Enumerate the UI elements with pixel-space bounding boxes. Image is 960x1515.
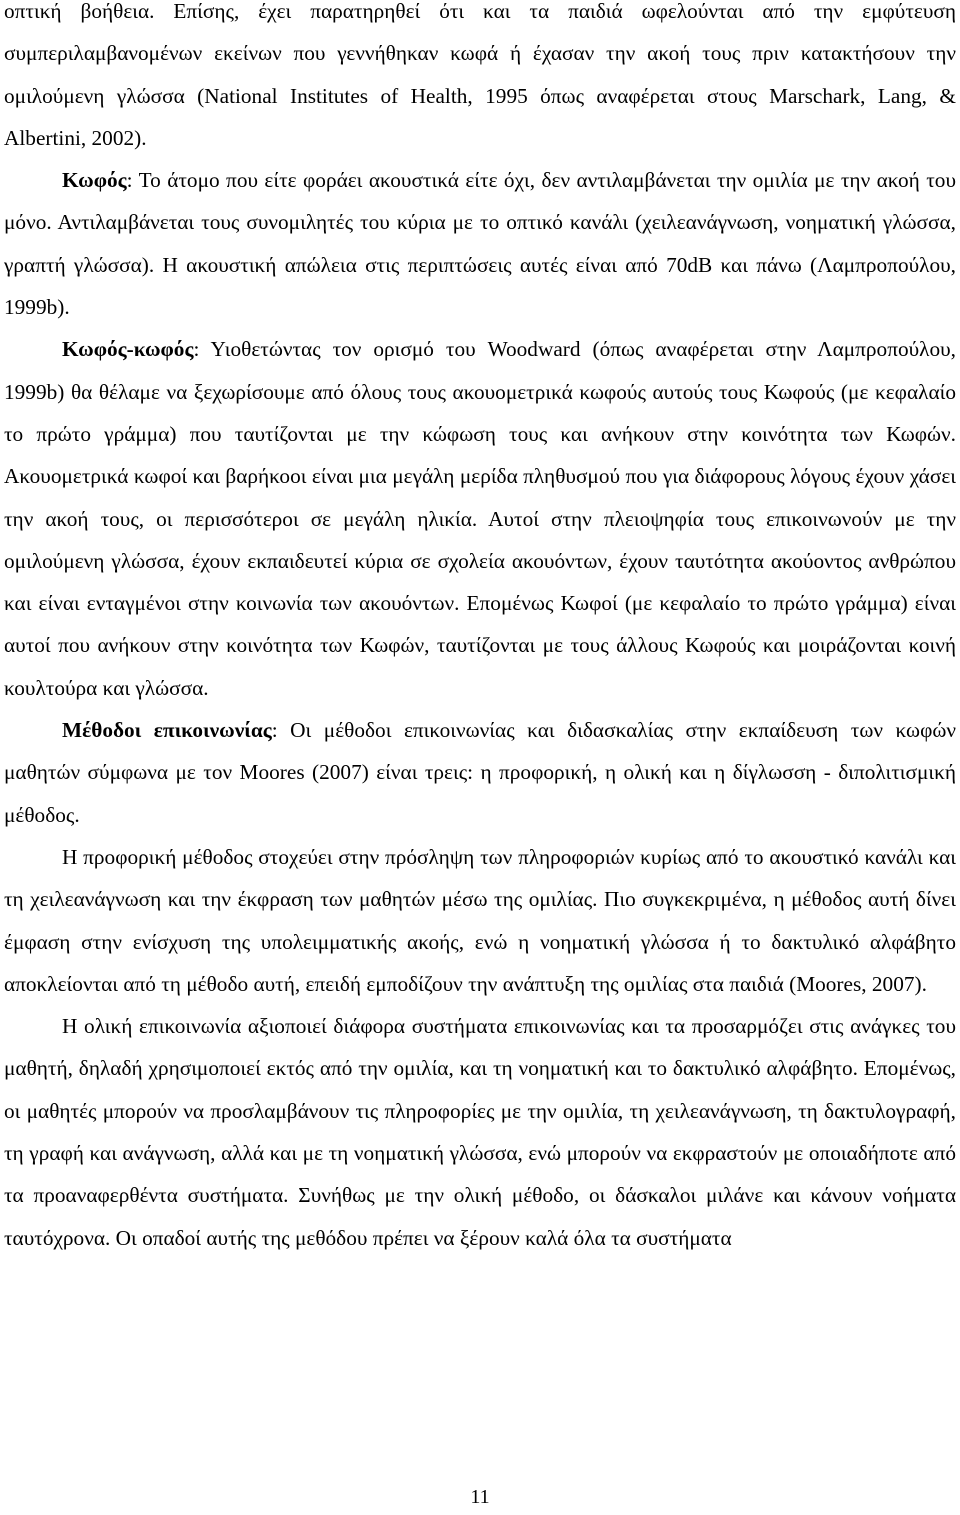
definition-communication-methods-text: : Οι μέθοδοι επικοινωνίας και διδασκαλίας στην εκπαίδευση των κωφών μαθητών σύμφωνα με τον Moores (2007) είναι τρεις: η προφορική, η ολική και η δίγλωσση - διπολιτισμική μέθοδος.: [4, 718, 957, 827]
definition-communication-methods: [4, 709, 956, 836]
term-deaf: Κωφός: [62, 168, 127, 193]
definition-deaf-text: : Το άτομο που είτε φοράει ακουστικά είτε όχι, δεν αντιλαμβάνεται την ομιλία με την ακοή του μόνο. Αντιλαμβάνεται τους συνομιλητές του κύρια με το οπτικό κανάλι (χειλεανάγνωση, νοηματική γλώσσα, γραπτή γλώσσα). Η ακουστική απώλεια στις περιπτώσεις αυτές είναι από 70dB και πάνω (Λαμπροπούλου, 1999b).: [4, 168, 956, 320]
definition-deaf: [4, 159, 956, 328]
term-communication-methods: Μέθοδοι επικοινωνίας: [62, 718, 272, 743]
term-deaf-culturally: Κωφός-κωφός: [62, 337, 194, 362]
page-number: 11: [470, 1486, 490, 1508]
document-body: [4, 0, 956, 1259]
definition-deaf-culturally-text: : Υιοθετώντας τον ορισμό του Woodward (όπως αναφέρεται στην Λαμπροπούλου, 1999b) θα θέλαμε να ξεχωρίσουμε από όλους τους ακουομετρικά κωφούς αυτούς τους Κωφούς (με κεφαλαίο το πρώτο γράμμα) που ταυτίζονται με την κώφωση τους και ανήκουν στην κοινότητα των Κωφών. Ακουομετρικά κωφοί και βαρήκοοι είναι μια μεγάλη μερίδα πληθυσμού που για διάφορους λόγους έχουν χάσει την ακοή τους, οι περισσότεροι σε μεγάλη ηλικία. Αυτοί στην πλειοψηφία τους επικοινωνούν με την ομιλούμενη γλώσσα, έχουν εκπαιδευτεί κύρια σε σχολεία ακουόντων, έχουν ταυτότητα ακούοντος ανθρώπου και είναι ενταγμένοι στην κοινωνία των ακουόντων. Επομένως Κωφοί (με κεφαλαίο το πρώτο γράμμα) είναι αυτοί που ανήκουν στην κοινότητα των Κωφών, ταυτίζονται με τους άλλους Κωφούς και μοιράζονται κοινή κουλτούρα και γλώσσα.: [4, 337, 956, 700]
paragraph-total-communication: Η ολική επικοινωνία αξιοποιεί διάφορα συστήματα επικοινωνίας και τα προσαρμόζει στις ανάγκες του μαθητή, δηλαδή χρησιμοποιεί εκτός από την ομιλία, και τη νοηματική και το δακτυλικό αλφάβητο. Επομένως, οι μαθητές μπορούν να προσλαμβάνουν τις πληροφορίες με την ομιλία, τη χειλεανάγνωση, τη δακτυλογραφή, τη γραφή και ανάγνωση, αλλά και με τη νοηματική γλώσσα, ενώ μπορούν να εκφραστούν με οποιαδήποτε από τα προαναφερθέντα συστήματα. Συνήθως με την ολική μέθοδο, οι δάσκαλοι μιλάνε και κάνουν νοήματα ταυτόχρονα. Οι οπαδοί αυτής της μεθόδου πρέπει να ξέρουν καλά όλα τα συστήματα: [4, 1014, 956, 1250]
definition-deaf-culturally: [4, 328, 956, 709]
paragraph-continuation: οπτική βοήθεια. Επίσης, έχει παρατηρηθεί ότι και τα παιδιά ωφελούνται από την εμφύτευση συμπεριλαμβανομένων εκείνων που γεννήθηκαν κωφά ή έχασαν την ακοή τους πριν κατακτήσουν την ομιλούμενη γλώσσα (National Institutes of Health, 1995 όπως αναφέρεται στους Marschark, Lang, & Albertini, 2002).: [4, 0, 956, 150]
paragraph-oral-method: Η προφορική μέθοδος στοχεύει στην πρόσληψη των πληροφοριών κυρίως από το ακουστικό κανάλι και τη χειλεανάγνωση και την έκφραση των μαθητών μέσω της ομιλίας. Πιο συγκεκριμένα, η μέθοδος αυτή δίνει έμφαση στην ενίσχυση της υπολειμματικής ακοής, ενώ η νοηματική γλώσσα ή το δακτυλικό αλφάβητο αποκλείονται από τη μέθοδο αυτή, επειδή εμποδίζουν την ανάπτυξη της ομιλίας στα παιδιά (Moores, 2007).: [4, 844, 956, 996]
